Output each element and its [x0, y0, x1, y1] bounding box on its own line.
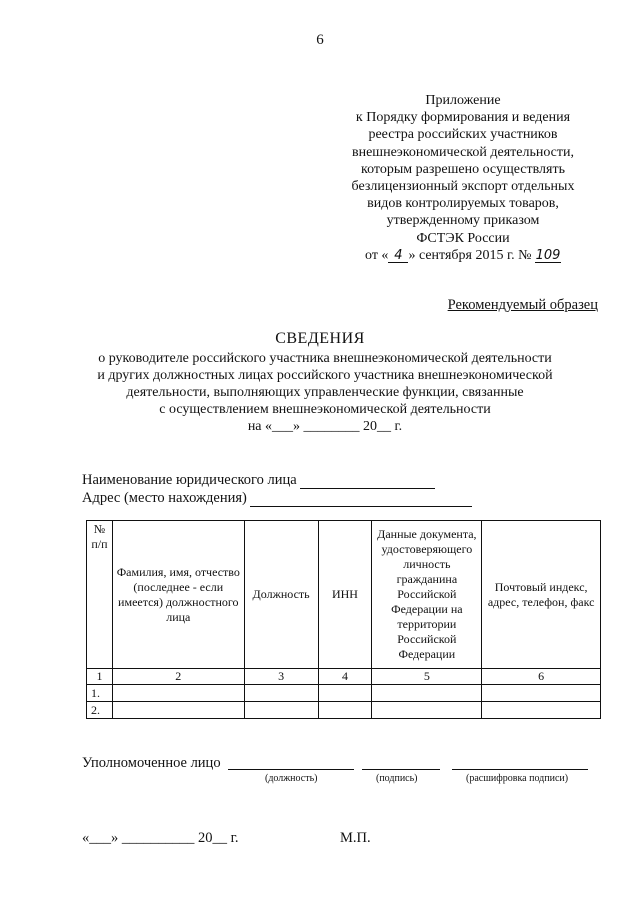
date-middle: » сентября 2015 г. № [408, 247, 532, 263]
approval-line: реестра российских участников [368, 127, 558, 143]
address-field [82, 490, 472, 507]
column-number: 5 [372, 669, 482, 685]
subtitle-line: о руководителе российского участника внешнеэкономической деятельности [98, 351, 552, 366]
header-position: Должность [244, 521, 318, 669]
subtitle-line: деятельности, выполняющих управленческие функции, связанные [126, 385, 524, 400]
header-contacts: Почтовый индекс, адрес, телефон, факс [482, 521, 601, 669]
column-number: 3 [244, 669, 318, 685]
approval-line: видов контролируемых товаров, [367, 196, 559, 212]
table-cell[interactable] [318, 685, 372, 702]
table-cell[interactable] [244, 702, 318, 719]
column-number: 2 [112, 669, 244, 685]
table-cell[interactable] [112, 685, 244, 702]
header-number: № п/п [87, 521, 113, 669]
approval-date-line [318, 247, 608, 264]
signature-blank[interactable] [362, 769, 440, 770]
org-name-blank[interactable] [300, 474, 435, 489]
approval-line: внешнеэкономической деятельности, [351, 144, 575, 160]
sample-label: Рекомендуемый образец [447, 297, 598, 313]
column-number: 4 [318, 669, 372, 685]
org-name-field [82, 472, 435, 489]
document-subtitle [40, 350, 610, 435]
bottom-date: «___» __________ 20__ г. [82, 830, 239, 846]
approval-line: ФСТЭК России [416, 230, 510, 246]
subtitle-line: и других должностных лицах российского участника внешнеэкономической [97, 368, 553, 383]
table-row [87, 685, 601, 702]
subtitle-line: с осуществлением внешнеэкономической деятельности [159, 402, 491, 417]
caption-signature: (подпись) [376, 773, 418, 784]
column-number-row [87, 669, 601, 685]
position-blank[interactable] [228, 769, 354, 770]
handwritten-order-number: 109 [535, 247, 561, 263]
table-cell[interactable] [482, 702, 601, 719]
address-blank[interactable] [250, 492, 472, 507]
header-identity-document: Данные документа, удостоверяющего личность гражданина Российской Федерации на территории Российской Федерации [372, 521, 482, 669]
org-name-label: Наименование юридического лица [82, 472, 297, 488]
address-label: Адрес (место нахождения) [82, 490, 247, 506]
signature-transcript-blank[interactable] [452, 769, 588, 770]
approval-line: безлицензионный экспорт отдельных [351, 179, 575, 195]
caption-transcript: (расшифровка подписи) [466, 773, 569, 784]
column-number: 6 [482, 669, 601, 685]
stamp-place: М.П. [340, 830, 371, 846]
header-inn: ИНН [318, 521, 372, 669]
approval-line: Приложение [425, 93, 501, 108]
table-cell[interactable] [318, 702, 372, 719]
caption-position: (должность) [265, 773, 318, 784]
approval-line: которым разрешено осуществлять [361, 161, 565, 177]
approval-line: к Порядку формирования и ведения [355, 110, 571, 126]
row-number: 1. [87, 685, 113, 702]
officials-table [86, 520, 601, 719]
table-cell[interactable] [372, 685, 482, 702]
table-cell[interactable] [372, 702, 482, 719]
approval-line: утвержденному приказом [386, 213, 540, 229]
signer-label: Уполномоченное лицо [82, 755, 221, 771]
approval-block [318, 92, 608, 264]
table-header-row [87, 521, 601, 669]
row-number: 2. [87, 702, 113, 719]
table-cell[interactable] [482, 685, 601, 702]
date-line: на «___» ________ 20__ г. [247, 419, 403, 434]
header-full-name: Фамилия, имя, отчество (последнее - если имеется) должностного лица [112, 521, 244, 669]
document-title: СВЕДЕНИЯ [275, 330, 365, 347]
table-cell[interactable] [244, 685, 318, 702]
table-cell[interactable] [112, 702, 244, 719]
table-row [87, 702, 601, 719]
handwritten-day: 4 [388, 249, 408, 263]
page-number: 6 [316, 32, 324, 48]
date-prefix: от « [365, 247, 389, 263]
column-number: 1 [87, 669, 113, 685]
